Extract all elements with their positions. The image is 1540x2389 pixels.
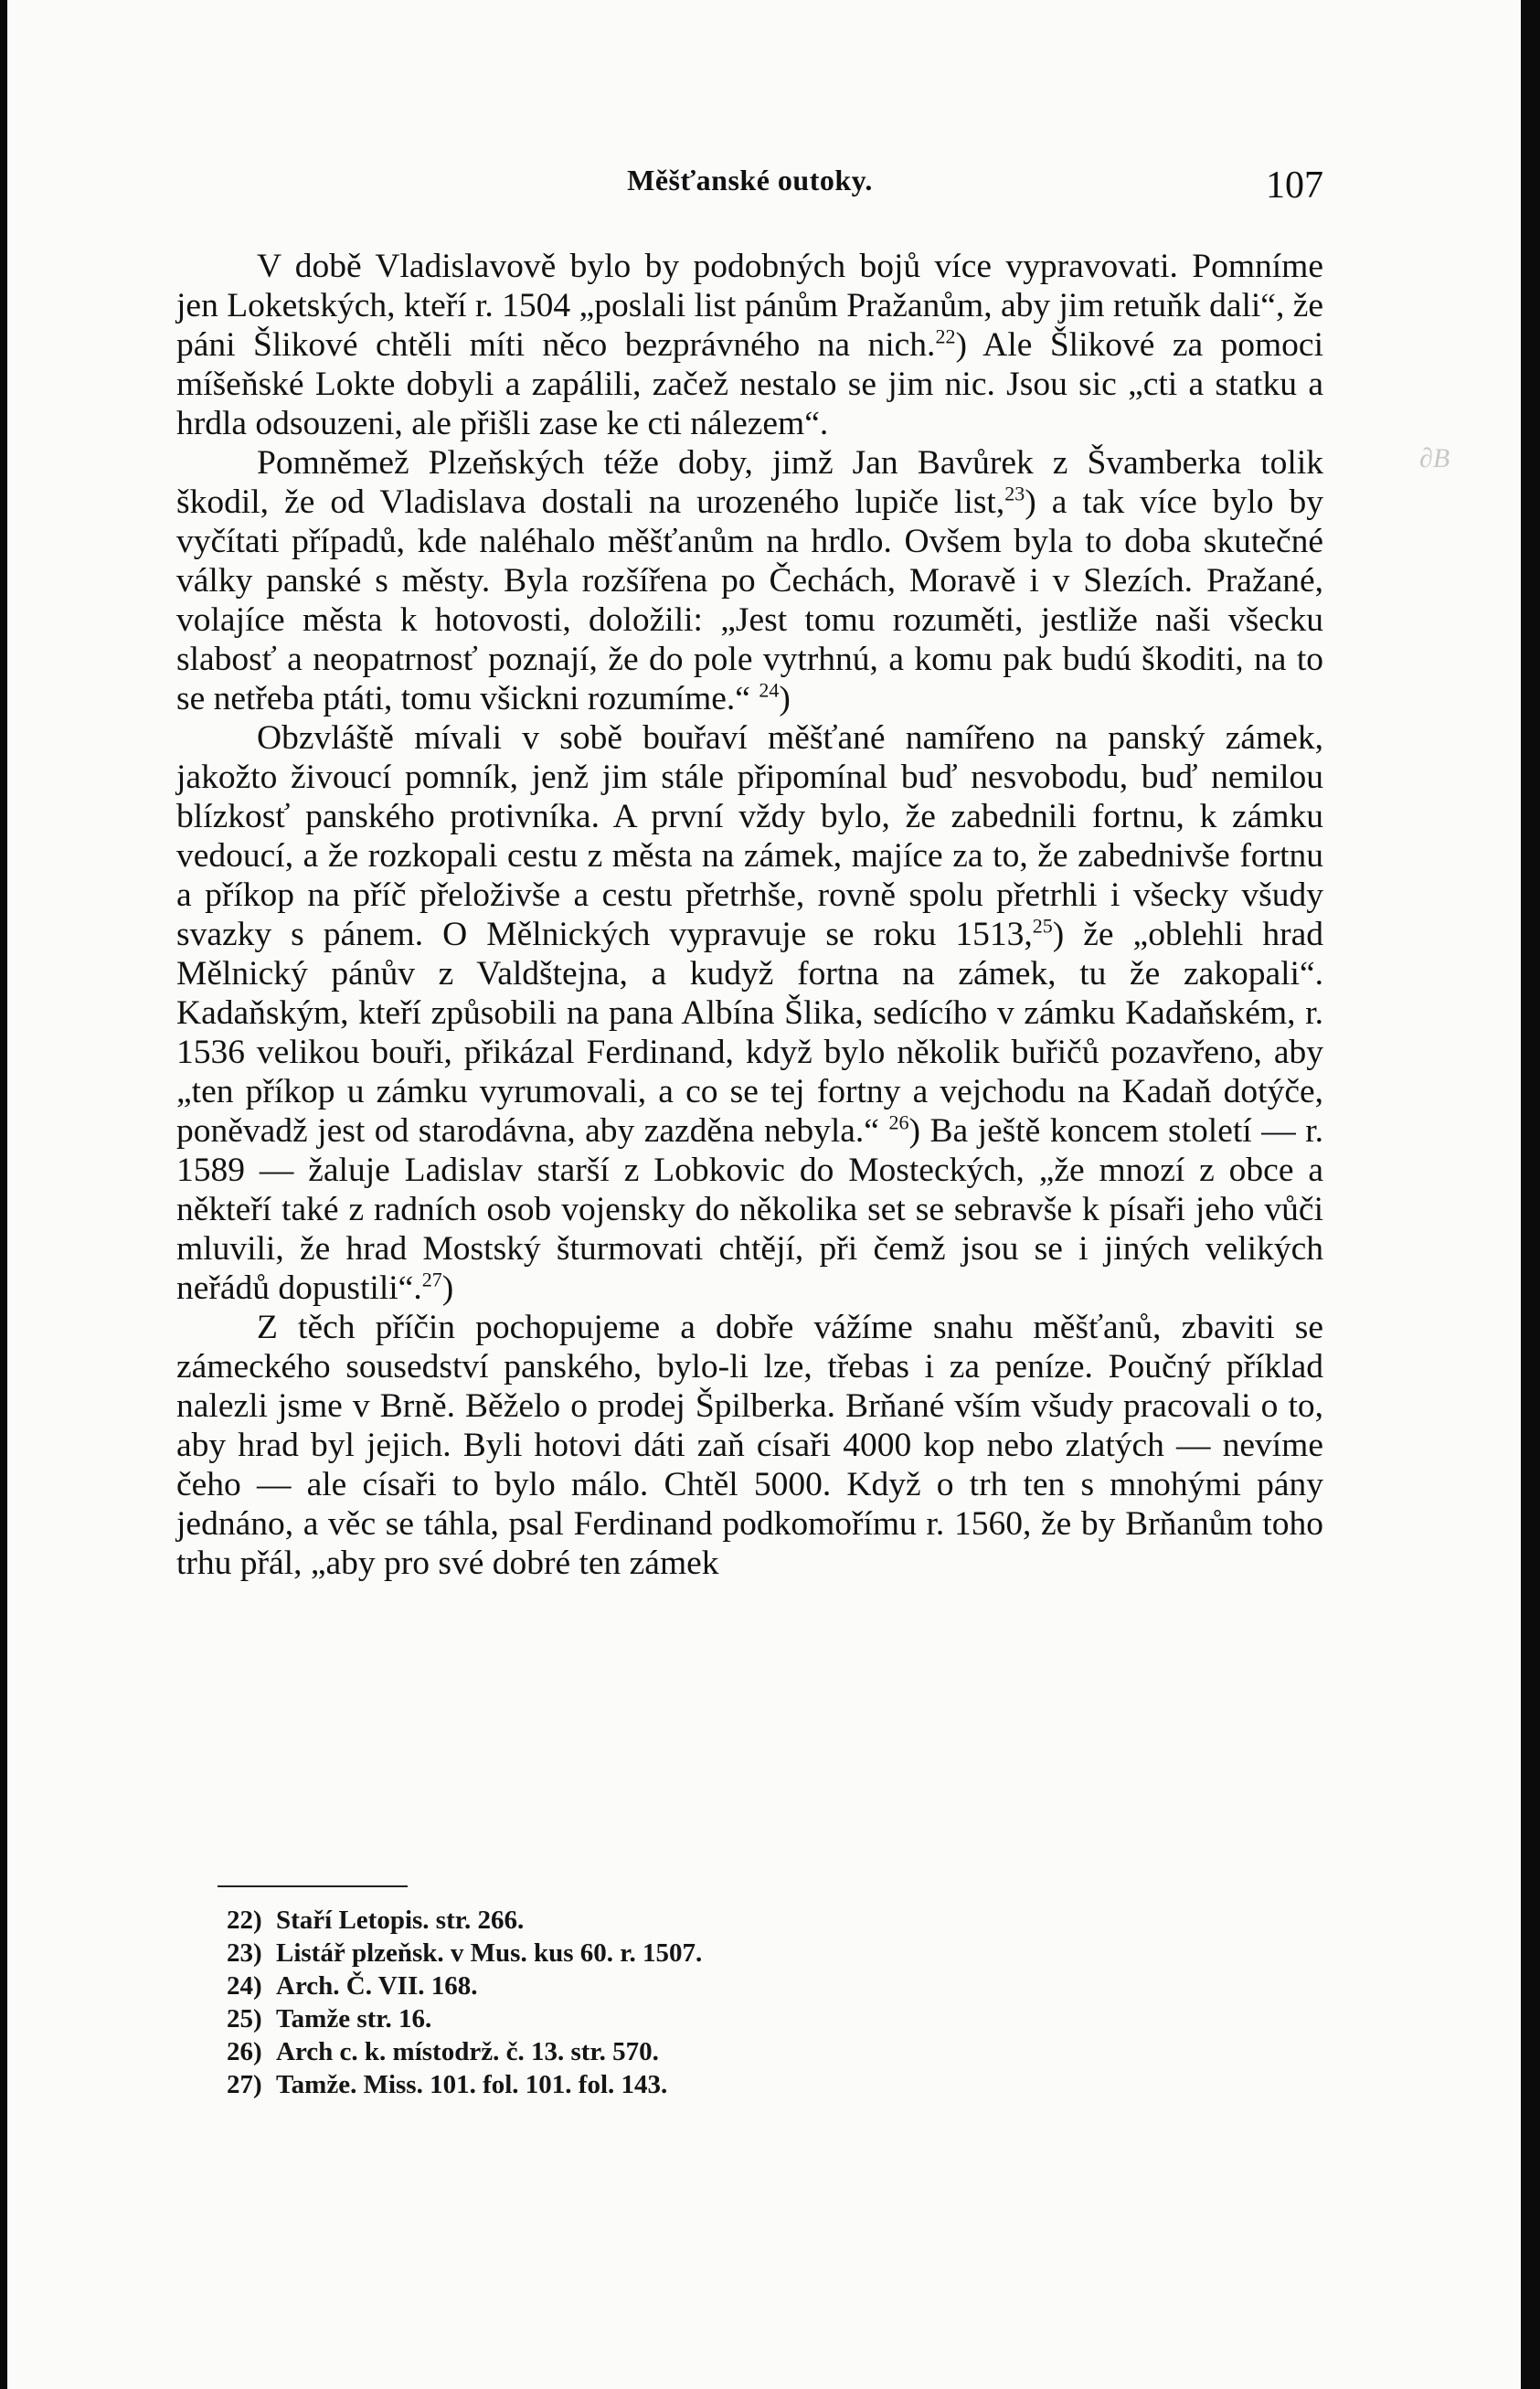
- footnote-text: Arch. Č. VII. 168.: [276, 1971, 478, 2001]
- footnote-rule: [218, 1885, 408, 1887]
- footnote-mark: 25): [227, 2004, 262, 2033]
- paragraph-2: [176, 443, 1323, 718]
- paragraph-1-text-b: ) Ale Šlikové za pomoci míšeňské Lokte dobyli a zapálili, začež nestalo se jim nic. Jsou sic „cti a statku a hrdla odsouzeni, ale přišli zase ke cti nálezem“.: [176, 326, 1324, 442]
- page-number: 107: [1266, 165, 1323, 207]
- footnote-mark: 26): [227, 2037, 262, 2066]
- footnote-mark: 23): [227, 1938, 262, 1968]
- paragraph-4: [176, 1308, 1323, 1583]
- footnote-text: Tamže. Miss. 101. fol. 101. fol. 143.: [276, 2070, 668, 2099]
- footnote-mark: 22): [227, 1906, 262, 1935]
- paragraph-3-text-d: ): [441, 1269, 454, 1307]
- book-page: [7, 0, 1521, 2389]
- footnote-ref-25: 25: [1032, 914, 1053, 938]
- paragraph-2-text-b: ) a tak více bylo by vyčítati případů, kde naléhalo měšťanům na hrdlo. Ovšem byla to doba skutečné války panské s městy. Byla rozšířena po Čechách, Moravě i v Slezích. Pražané, volajíce města k hotovosti, doložili: „Jest tomu rozuměti, jestliže naši všecku slabosť a neopatrnosť poznají, že do pole vytrhnú, a komu pak budú škoditi, na to se netřeba ptáti, tomu všickni rozumíme.“: [176, 483, 1323, 717]
- paragraph-1-text-a: V době Vladislavově bylo by podobných bojů více vypravovati. Pomníme jen Loketských, kteří r. 1504 „poslali list pánům Pražanům, aby jim retuňk dali“, že páni Šlikové chtěli míti něco bezprávného na nich.: [176, 248, 1323, 364]
- footnote-23: [227, 1937, 1049, 1970]
- footnote-24: [227, 1970, 1049, 2002]
- paragraph-3-text-a: Obzvláště mívali v sobě bouřaví měšťané namířeno na panský zámek, jakožto živoucí pomník, jenž jim stále připomínal buď nesvobodu, buď nemilou blízkosť panského protivníka. A první vždy bylo, že zabednili fortnu, k zámku vedoucí, a že rozkopali cestu z města na zámek, majíce za to, že zabednivše fortnu a příkop na příč přeloživše a cestu přetrhše, rovně spolu přetrhli i všecky všudy svazky s pánem. O Mělnických vypravuje se roku 1513,: [176, 719, 1323, 953]
- paragraph-3-text-c: ) Ba ještě koncem století — r. 1589 — žaluje Ladislav starší z Lobkovic do Mosteckých, „že mnozí z obce a někteří také z radních osob vojensky do několika set se sebravše k písaři jeho vůči mluvili, že hrad Mostský šturmovati chtějí, při čemž jsou se i jiných velikých neřádů dopustili“.: [176, 1112, 1324, 1307]
- footnote-ref-24: 24: [759, 678, 780, 702]
- footnote-text: Listář plzeňsk. v Mus. kus 60. r. 1507.: [276, 1938, 703, 1968]
- paragraph-2-text-c: ): [779, 680, 791, 717]
- paragraph-1: [176, 247, 1323, 443]
- footnote-text: Tamže str. 16.: [276, 2004, 432, 2033]
- footnote-text: Arch c. k. místodrž. č. 13. str. 570.: [276, 2037, 659, 2066]
- footnote-26: [227, 2035, 1049, 2068]
- footnotes: [227, 1904, 1049, 2101]
- page-header: [176, 160, 1323, 215]
- footnote-ref-23: 23: [1004, 482, 1025, 505]
- footnote-mark: 24): [227, 1971, 262, 2001]
- paragraph-4-text: Z těch příčin pochopujeme a dobře vážíme snahu měšťanů, zbaviti se zámeckého sousedství panského, bylo-li lze, třebas i za peníze. Poučný příklad nalezli jsme v Brně. Běželo o prodej Špilberka. Brňané vším všudy pracovali o to, aby hrad byl jejich. Byli hotovi dáti zaň císaři 4000 kop nebo zlatých — nevíme čeho — ale císaři to bylo málo. Chtěl 5000. Když o trh ten s mnohými pány jednáno, a věc se táhla, psal Ferdinand podkomořímu r. 1560, že by Brňanům toho trhu přál, „aby pro své dobré ten zámek: [176, 1309, 1323, 1582]
- body-text: [176, 247, 1323, 1583]
- footnote-27: [227, 2068, 1049, 2101]
- footnote-ref-27: 27: [421, 1268, 442, 1291]
- footnote-text: Staří Letopis. str. 266.: [276, 1906, 525, 1935]
- paragraph-3: [176, 718, 1323, 1308]
- footnote-25: [227, 2002, 1049, 2035]
- paragraph-3-text-b: ) že „oblehli hrad Mělnický pánův z Valdštejna, a kudyž fortna na zámek, tu že zakopali“. Kadaňským, kteří způsobili na pana Albína Šlika, sedícího v zámku Kadaňském, r. 1536 velikou bouři, přikázal Ferdinand, když bylo několik buřičů pozavřeno, aby „ten příkop u zámku vyrumovali, a co se tej fortny a vejchodu na Kadaň dotýče, poněvadž jest od starodávna, aby zazděna nebyla.“: [176, 916, 1324, 1150]
- footnote-mark: 27): [227, 2070, 262, 2099]
- paragraph-2-text-a: Pomněmež Plzeňských téže doby, jimž Jan Bavůrek z Švamberka tolik škodil, že od Vladislava dostali na urozeného lupiče list,: [176, 444, 1323, 521]
- footnote-ref-22: 22: [935, 324, 956, 348]
- scan-mark-corner: ∂B: [1419, 443, 1450, 473]
- running-title: Měšťanské outoky.: [627, 164, 873, 196]
- footnote-22: [227, 1904, 1049, 1937]
- footnote-ref-26: 26: [888, 1110, 909, 1134]
